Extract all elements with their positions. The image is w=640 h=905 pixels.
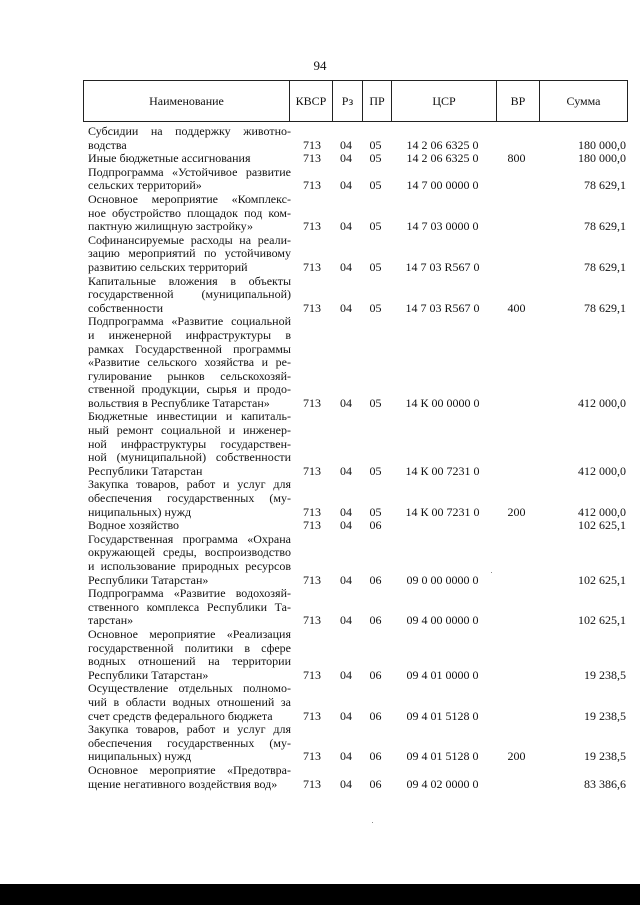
row-name-line: счет средств федерального бюджета (88, 708, 273, 723)
row-sum (538, 152, 628, 166)
row-kvsr (291, 478, 331, 519)
table-row (88, 587, 628, 628)
table-row (88, 533, 628, 587)
row-vr (495, 764, 538, 791)
row-sum (538, 166, 628, 193)
row-rz-value: 04 (340, 137, 352, 152)
row-sum (538, 234, 628, 275)
row-pr-value: 05 (369, 151, 382, 166)
header-kvsr: КВСР (290, 81, 333, 121)
row-kvsr-value: 713 (303, 572, 321, 587)
table-row (88, 682, 628, 723)
row-kvsr (291, 152, 331, 166)
row-pr-value: 05 (369, 137, 382, 152)
row-name-line: гулирование рынков сельскохозяй- (88, 368, 291, 383)
page-number: 94 (313, 58, 327, 73)
row-rz-value: 04 (340, 463, 352, 478)
header-vr: ВР (497, 81, 540, 121)
row-csr (390, 723, 495, 764)
row-name-line: водных отношений на территории (88, 654, 291, 669)
row-kvsr-value: 713 (303, 667, 321, 682)
row-kvsr (291, 533, 331, 587)
row-pr (361, 234, 390, 275)
row-name (88, 275, 291, 316)
row-sum-value: 180 000,0 (578, 151, 626, 166)
row-kvsr-value: 713 (303, 708, 321, 723)
row-name-line: вольствия в Республике Татарстан» (88, 395, 270, 410)
table-row (88, 315, 628, 410)
row-sum-value: 19 238,5 (584, 667, 626, 682)
row-pr (361, 519, 390, 533)
row-csr (390, 478, 495, 519)
row-kvsr (291, 275, 331, 316)
scan-edge (0, 884, 640, 905)
row-rz-value: 04 (340, 613, 352, 628)
row-csr (390, 166, 495, 193)
row-csr (390, 519, 495, 533)
row-sum (538, 478, 628, 519)
row-name (88, 478, 291, 519)
row-name-line: пактную жилищную застройку» (88, 219, 253, 234)
row-name-line: Основное мероприятие «Комплекс- (88, 191, 291, 206)
row-pr (361, 125, 390, 152)
row-name-line: ный ремонт социальной и инженер- (88, 423, 291, 438)
row-kvsr (291, 682, 331, 723)
row-vr-value: 800 (507, 151, 526, 166)
row-csr-value: 09 4 01 0000 0 (406, 667, 479, 682)
row-rz (331, 519, 361, 533)
row-name-line: Водное хозяйство (88, 518, 180, 533)
row-name-line: ственного комплекса Республики Та- (88, 599, 291, 614)
row-kvsr (291, 723, 331, 764)
table-row (88, 166, 628, 193)
row-name-line: ственной продукции, сырья и продо- (88, 382, 291, 397)
row-rz-value: 04 (340, 300, 352, 315)
row-vr (495, 519, 538, 533)
row-csr-value: 14 7 03 R567 0 (405, 300, 480, 315)
row-name-line: Закупка товаров, работ и услуг для (88, 722, 291, 737)
row-name (88, 723, 291, 764)
row-rz (331, 193, 361, 234)
row-vr-value: 200 (507, 749, 526, 764)
row-name-line: зацию мероприятий по устойчивому (88, 246, 291, 261)
row-sum-value: 78 629,1 (584, 219, 626, 234)
row-name-line: сельских территорий» (88, 178, 202, 193)
row-sum-value: 102 625,1 (578, 572, 626, 587)
row-csr (390, 410, 495, 478)
row-name-line: собственности (88, 300, 164, 315)
table-row (88, 410, 628, 478)
row-sum (538, 315, 628, 410)
row-sum-value: 102 625,1 (578, 518, 626, 533)
row-pr-value: 05 (369, 504, 382, 519)
row-pr (361, 478, 390, 519)
row-rz-value: 04 (340, 259, 352, 274)
row-rz-value: 04 (340, 667, 352, 682)
row-sum (538, 193, 628, 234)
row-rz-value: 04 (340, 151, 352, 166)
row-kvsr (291, 587, 331, 628)
row-vr (495, 234, 538, 275)
row-sum (538, 587, 628, 628)
row-sum-value: 78 629,1 (584, 300, 626, 315)
row-name-line: тарстан» (88, 613, 134, 628)
row-name-line: Республики Татарстан (88, 463, 203, 478)
row-sum (538, 533, 628, 587)
table-row (88, 193, 628, 234)
row-csr-value: 14 2 06 6325 0 (406, 137, 479, 152)
row-sum-value: 412 000,0 (578, 463, 626, 478)
row-rz (331, 533, 361, 587)
row-name-line: чий в области водных отношений за (88, 694, 291, 709)
row-pr (361, 628, 390, 682)
row-rz (331, 587, 361, 628)
row-name-line: и инженерной инфраструктуры в (88, 327, 291, 342)
row-vr (495, 275, 538, 316)
row-name-line: обеспечения государственных (му- (88, 491, 291, 506)
row-rz (331, 275, 361, 316)
row-sum (538, 519, 628, 533)
row-pr (361, 152, 390, 166)
table-row (88, 519, 628, 533)
row-name-line: Подпрограмма «Устойчивое развитие (88, 164, 291, 179)
header-rz: Рз (333, 81, 363, 121)
row-name-line: водства (88, 137, 127, 152)
row-csr (390, 152, 495, 166)
row-sum (538, 410, 628, 478)
row-kvsr-value: 713 (303, 776, 321, 791)
row-kvsr (291, 125, 331, 152)
row-kvsr (291, 234, 331, 275)
row-pr-value: 06 (369, 749, 382, 764)
row-name (88, 193, 291, 234)
row-pr-value: 06 (369, 613, 382, 628)
row-kvsr-value: 713 (303, 518, 321, 533)
header-sum: Сумма (566, 93, 601, 108)
row-name-line: «Развитие сельского хозяйства и ре- (88, 355, 291, 370)
row-rz-value: 04 (340, 776, 352, 791)
table-row (88, 152, 628, 166)
row-pr (361, 764, 390, 791)
row-csr-value: 09 4 01 5128 0 (406, 708, 479, 723)
row-csr-value: 09 4 01 5128 0 (406, 749, 479, 764)
row-csr (390, 533, 495, 587)
row-csr (390, 234, 495, 275)
row-rz-value: 04 (340, 518, 352, 533)
row-kvsr-value: 713 (303, 613, 321, 628)
row-vr (495, 723, 538, 764)
row-csr (390, 275, 495, 316)
row-rz (331, 764, 361, 791)
row-pr-value: 05 (369, 219, 382, 234)
row-rz (331, 125, 361, 152)
row-name (88, 152, 291, 166)
row-pr-value: 05 (369, 259, 382, 274)
row-csr (390, 315, 495, 410)
row-name (88, 234, 291, 275)
row-csr (390, 125, 495, 152)
row-pr-value: 06 (369, 667, 382, 682)
table-row (88, 628, 628, 682)
row-kvsr (291, 166, 331, 193)
row-sum-value: 83 386,6 (584, 776, 626, 791)
row-vr (495, 152, 538, 166)
row-name-line: щение негативного воздействия вод» (88, 776, 278, 791)
row-sum-value: 78 629,1 (584, 259, 626, 274)
row-csr (390, 682, 495, 723)
scan-speck (491, 572, 492, 573)
row-vr (495, 125, 538, 152)
row-name (88, 533, 291, 587)
header-csr: ЦСР (392, 81, 497, 121)
row-name (88, 166, 291, 193)
row-vr-value: 200 (507, 504, 526, 519)
row-name-line: обеспечения государственных (му- (88, 735, 291, 750)
row-csr-value: 09 4 02 0000 0 (406, 776, 479, 791)
row-name-line: Республики Татарстан» (88, 667, 209, 682)
row-kvsr-value: 713 (303, 259, 321, 274)
table-row (88, 764, 628, 791)
row-csr (390, 587, 495, 628)
row-name-line: Подпрограмма «Развитие водохозяй- (88, 586, 291, 601)
row-name (88, 628, 291, 682)
row-csr-value: 09 4 00 0000 0 (406, 613, 479, 628)
row-rz (331, 682, 361, 723)
row-csr-value: 14 2 06 6325 0 (406, 151, 479, 166)
row-kvsr (291, 764, 331, 791)
row-pr (361, 723, 390, 764)
row-rz-value: 04 (340, 504, 352, 519)
row-name-line: Подпрограмма «Развитие социальной (88, 314, 291, 329)
row-vr (495, 478, 538, 519)
row-vr-value: 400 (507, 300, 526, 315)
row-name-line: окружающей среды, воспроизводство (88, 545, 291, 560)
row-pr (361, 275, 390, 316)
row-name-line: ниципальных) нужд (88, 504, 192, 519)
row-csr (390, 193, 495, 234)
row-rz (331, 315, 361, 410)
table-row (88, 723, 628, 764)
row-csr-value: 14 К 00 0000 0 (405, 395, 480, 410)
row-name-line: Бюджетные инвестиции и капиталь- (88, 409, 291, 424)
row-pr-value: 05 (369, 300, 382, 315)
row-sum (538, 275, 628, 316)
row-name-line: Капитальные вложения в объекты (88, 273, 291, 288)
row-name-line: Осуществление отдельных полномо- (88, 681, 291, 696)
row-rz (331, 478, 361, 519)
row-pr-value: 06 (369, 776, 382, 791)
row-name-line: государственной (муниципальной) (88, 287, 291, 302)
row-name (88, 125, 291, 152)
row-pr-value: 06 (369, 572, 382, 587)
row-name (88, 410, 291, 478)
row-pr (361, 410, 390, 478)
row-sum-value: 102 625,1 (578, 613, 626, 628)
row-name-line: Софинансируемые расходы на реали- (88, 232, 291, 247)
row-name-line: Иные бюджетные ассигнования (88, 151, 251, 166)
row-csr-value: 14 7 03 0000 0 (406, 219, 479, 234)
row-kvsr (291, 410, 331, 478)
row-name-line: Республики Татарстан» (88, 572, 209, 587)
row-kvsr (291, 519, 331, 533)
row-name (88, 519, 291, 533)
row-csr (390, 628, 495, 682)
row-name-line: ное обустройство площадок под ком- (88, 205, 291, 220)
header-pr: ПР (363, 81, 392, 121)
row-kvsr-value: 713 (303, 300, 321, 315)
row-name-line: ниципальных) нужд (88, 749, 192, 764)
row-name (88, 764, 291, 791)
row-csr-value: 09 0 00 0000 0 (406, 572, 479, 587)
row-name-line: и использование природных ресурсов (88, 559, 291, 573)
row-rz-value: 04 (340, 395, 352, 410)
row-pr (361, 193, 390, 234)
table-header (83, 80, 628, 122)
row-pr (361, 315, 390, 410)
row-kvsr (291, 315, 331, 410)
row-sum-value: 19 238,5 (584, 708, 626, 723)
row-name-line: ной (муниципальной) собственности (88, 450, 291, 465)
header-name: Наименование (84, 81, 290, 121)
row-rz-value: 04 (340, 749, 352, 764)
row-pr (361, 587, 390, 628)
row-name (88, 682, 291, 723)
row-kvsr-value: 713 (303, 137, 321, 152)
row-rz (331, 152, 361, 166)
row-vr (495, 628, 538, 682)
row-sum (538, 628, 628, 682)
row-vr (495, 166, 538, 193)
row-kvsr-value: 713 (303, 504, 321, 519)
row-rz-value: 04 (340, 178, 352, 193)
row-vr (495, 410, 538, 478)
row-kvsr-value: 713 (303, 151, 321, 166)
row-sum (538, 682, 628, 723)
row-sum-value: 78 629,1 (584, 178, 626, 193)
row-csr-value: 14 7 00 0000 0 (406, 178, 479, 193)
row-vr (495, 193, 538, 234)
row-vr (495, 315, 538, 410)
row-rz (331, 628, 361, 682)
row-sum (538, 764, 628, 791)
table-body (88, 125, 628, 791)
row-csr-value: 14 К 00 7231 0 (405, 463, 480, 478)
row-vr (495, 533, 538, 587)
row-pr-value: 05 (369, 463, 382, 478)
row-kvsr-value: 713 (303, 749, 321, 764)
row-kvsr-value: 713 (303, 463, 321, 478)
row-sum (538, 125, 628, 152)
row-name-line: развитию сельских территорий (88, 259, 248, 274)
table-row (88, 234, 628, 275)
row-name-line: Закупка товаров, работ и услуг для (88, 477, 291, 492)
row-name-line: Государственная программа «Охрана (88, 531, 291, 546)
table-row (88, 275, 628, 316)
row-csr (390, 764, 495, 791)
row-kvsr-value: 713 (303, 219, 321, 234)
row-pr-value: 05 (369, 178, 382, 193)
row-csr-value: 14 7 03 R567 0 (405, 259, 480, 274)
row-rz (331, 410, 361, 478)
row-name-line: государственной политики в сфере (88, 640, 291, 655)
row-name-line: ной инфраструктуры государствен- (88, 436, 291, 451)
row-pr-value: 05 (369, 395, 382, 410)
row-rz (331, 166, 361, 193)
row-name-line: рамках Государственной программы (88, 341, 291, 356)
row-rz-value: 04 (340, 708, 352, 723)
row-name (88, 587, 291, 628)
row-name (88, 315, 291, 410)
row-name-line: Субсидии на поддержку животно- (88, 124, 291, 138)
row-pr-value: 06 (369, 518, 382, 533)
row-vr (495, 587, 538, 628)
table-row (88, 125, 628, 152)
row-name-line: Основное мероприятие «Предотвра- (88, 762, 291, 777)
row-csr-value: 14 К 00 7231 0 (405, 504, 480, 519)
row-pr (361, 166, 390, 193)
row-sum-value: 19 238,5 (584, 749, 626, 764)
row-kvsr-value: 713 (303, 395, 321, 410)
scan-speck (372, 822, 373, 823)
table-row (88, 478, 628, 519)
row-pr-value: 06 (369, 708, 382, 723)
row-sum-value: 180 000,0 (578, 137, 626, 152)
row-rz-value: 04 (340, 219, 352, 234)
row-sum-value: 412 000,0 (578, 504, 626, 519)
row-pr (361, 682, 390, 723)
row-name-line: Основное мероприятие «Реализация (88, 626, 291, 641)
row-vr (495, 682, 538, 723)
row-rz (331, 723, 361, 764)
row-sum (538, 723, 628, 764)
row-pr (361, 533, 390, 587)
row-sum-value: 412 000,0 (578, 395, 626, 410)
row-kvsr (291, 193, 331, 234)
row-rz (331, 234, 361, 275)
row-kvsr (291, 628, 331, 682)
row-kvsr-value: 713 (303, 178, 321, 193)
row-rz-value: 04 (340, 572, 352, 587)
